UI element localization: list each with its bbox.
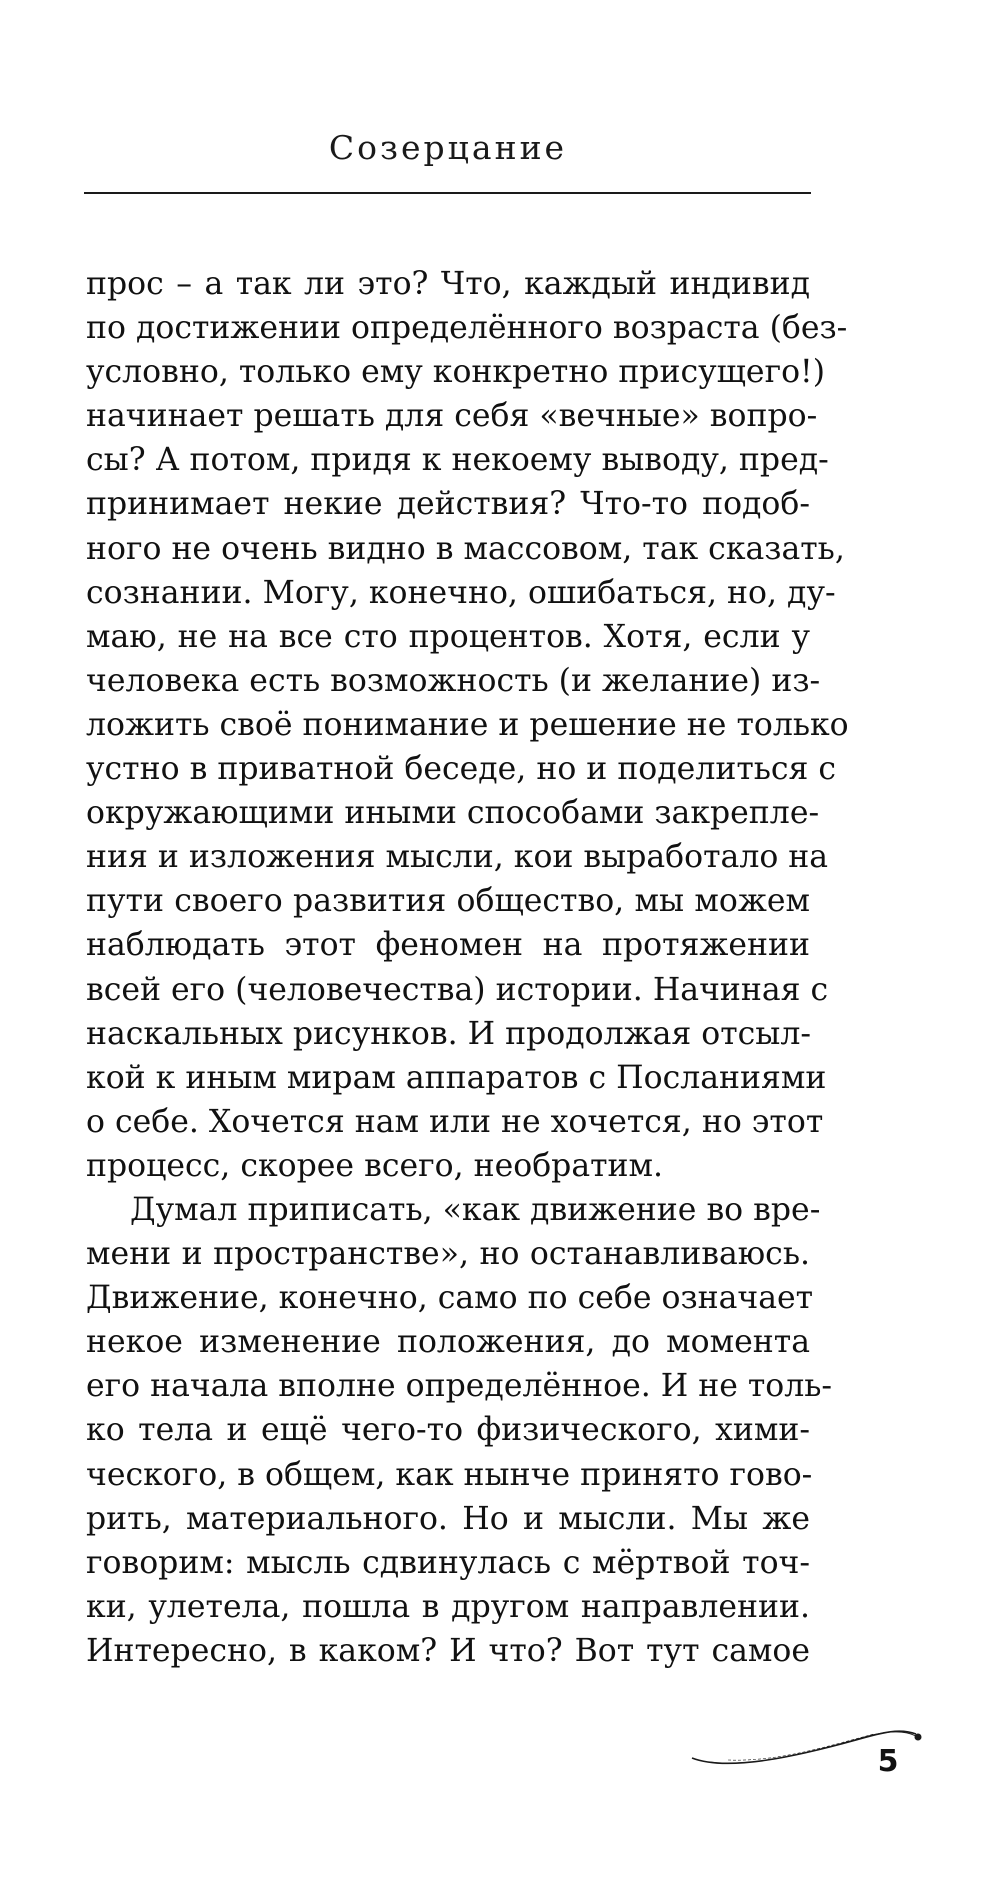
paragraph-1: [86, 262, 849, 1188]
text-line: наскальных рисунков. И продолжая отсыл-: [86, 1015, 812, 1052]
text-line: кой к иным мирам аппаратов с Посланиями: [86, 1059, 827, 1096]
text-line: некое изменение положения, до момента: [86, 1324, 810, 1361]
text-line: по достижении определённого возраста (без-: [86, 310, 848, 347]
text-line: его начала вполне определённое. И не толь-: [86, 1368, 833, 1405]
text-line: начинает решать для себя «вечные» вопро-: [86, 398, 818, 435]
text-line: условно, только ему конкретно присущего!): [86, 354, 825, 391]
text-line: прос – а так ли это? Что, каждый индивид: [86, 266, 810, 302]
text-line: процесс, скорее всего, необратим.: [86, 1147, 664, 1184]
text-line: сознании. Могу, конечно, ошибаться, но, ду-: [86, 574, 836, 611]
text-line: мени и пространстве», но останавливаюсь.: [86, 1236, 810, 1273]
text-line: маю, не на все сто процентов. Хотя, если у: [86, 618, 810, 655]
text-line: ческого, в общем, как нынче принято гово-: [86, 1456, 813, 1493]
text-line: ко тела и ещё чего-то физического, хими-: [86, 1412, 810, 1449]
header-rule: [84, 192, 811, 194]
text-line: принимает некие действия? Что-то подоб-: [86, 486, 810, 523]
text-line: сы? А потом, придя к некоему выводу, пред-: [86, 442, 829, 479]
text-line: о себе. Хочется нам или не хочется, но этот: [86, 1103, 824, 1140]
text-line: Думал приписать, «как движение во вре-: [130, 1191, 821, 1228]
text-line: Интересно, в каком? И что? Вот тут самое: [86, 1632, 810, 1669]
body-text: [86, 262, 849, 1673]
text-line: пути своего развития общество, мы можем: [86, 883, 810, 920]
text-line: всей его (человечества) истории. Начиная с: [86, 971, 829, 1008]
text-line: говорим: мысль сдвинулась с мёртвой точ-: [86, 1544, 810, 1581]
text-line: окружающими иными способами закрепле-: [86, 795, 820, 832]
text-line: ки, улетела, пошла в другом направлении.: [86, 1588, 810, 1625]
text-line: ложить своё понимание и решение не только: [86, 706, 849, 743]
running-head: Созерцание: [328, 128, 568, 167]
text-line: человека есть возможность (и желание) из-: [86, 662, 821, 699]
paragraph-2: [86, 1188, 833, 1673]
text-line: ния и изложения мысли, кои выработало на: [86, 839, 829, 876]
text-line: ного не очень видно в массовом, так сказать,: [86, 530, 845, 567]
text-line: наблюдать этот феномен на протяжении: [86, 927, 810, 964]
text-line: устно в приватной беседе, но и поделиться с: [86, 751, 837, 788]
text-line: Движение, конечно, само по себе означает: [86, 1280, 814, 1317]
text-line: рить, материального. Но и мысли. Мы же: [86, 1500, 810, 1537]
page-number: 5: [877, 1744, 899, 1779]
